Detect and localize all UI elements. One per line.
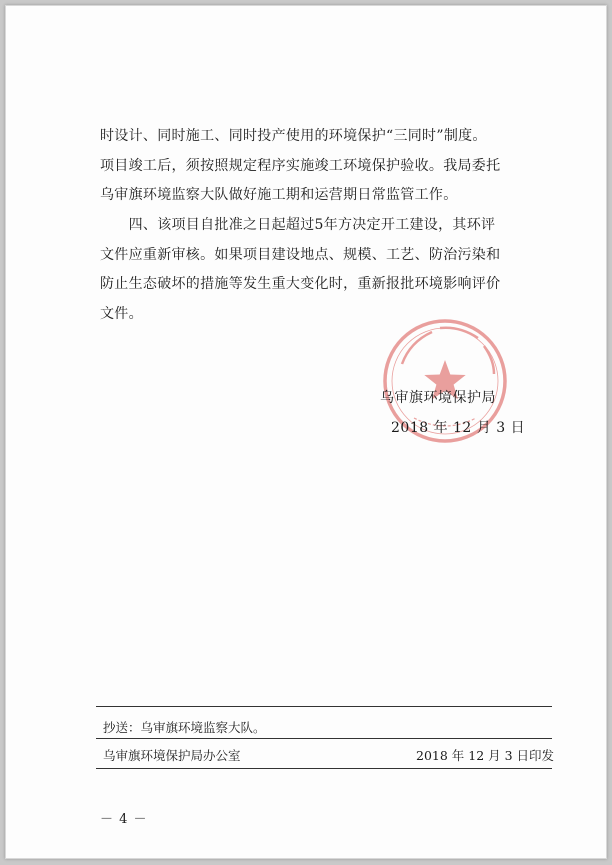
body-paragraph-1 (100, 122, 560, 211)
body-paragraph-2 (100, 211, 560, 329)
divider-line (96, 738, 552, 739)
issuing-office: 乌审旗环境保护局办公室 (103, 748, 241, 763)
divider-line (96, 706, 552, 707)
document-page (5, 5, 607, 859)
text-line: 时设计、同时施工、同时投产使用的环境保护“三同时”制度。 (100, 128, 487, 144)
text-line: 文件应重新审核。如果项目建设地点、规模、工艺、防治污染和 (100, 246, 501, 263)
text-line: 四、该项目自批准之日起超过5年方决定开工建设，其环评 (100, 217, 496, 233)
page-number: － 4 － (100, 812, 148, 827)
issue-date: 2018 年 12 月 3 日印发 (416, 748, 555, 763)
cc-recipients: 抄送：乌审旗环境监察大队。 (103, 720, 266, 735)
divider-line (96, 768, 552, 769)
signature-organization: 乌审旗环境保护局 (380, 390, 496, 406)
text-line: 文件。 (100, 305, 143, 322)
text-line: 项目竣工后，须按照规定程序实施竣工环境保护验收。我局委托 (100, 157, 501, 174)
text-line: 乌审旗环境监察大队做好施工期和运营期日常监管工作。 (100, 187, 458, 203)
text-line: 防止生态破坏的措施等发生重大变化时，重新报批环境影响评价 (100, 276, 501, 292)
signature-date: 2018 年 12 月 3 日 (391, 420, 526, 436)
